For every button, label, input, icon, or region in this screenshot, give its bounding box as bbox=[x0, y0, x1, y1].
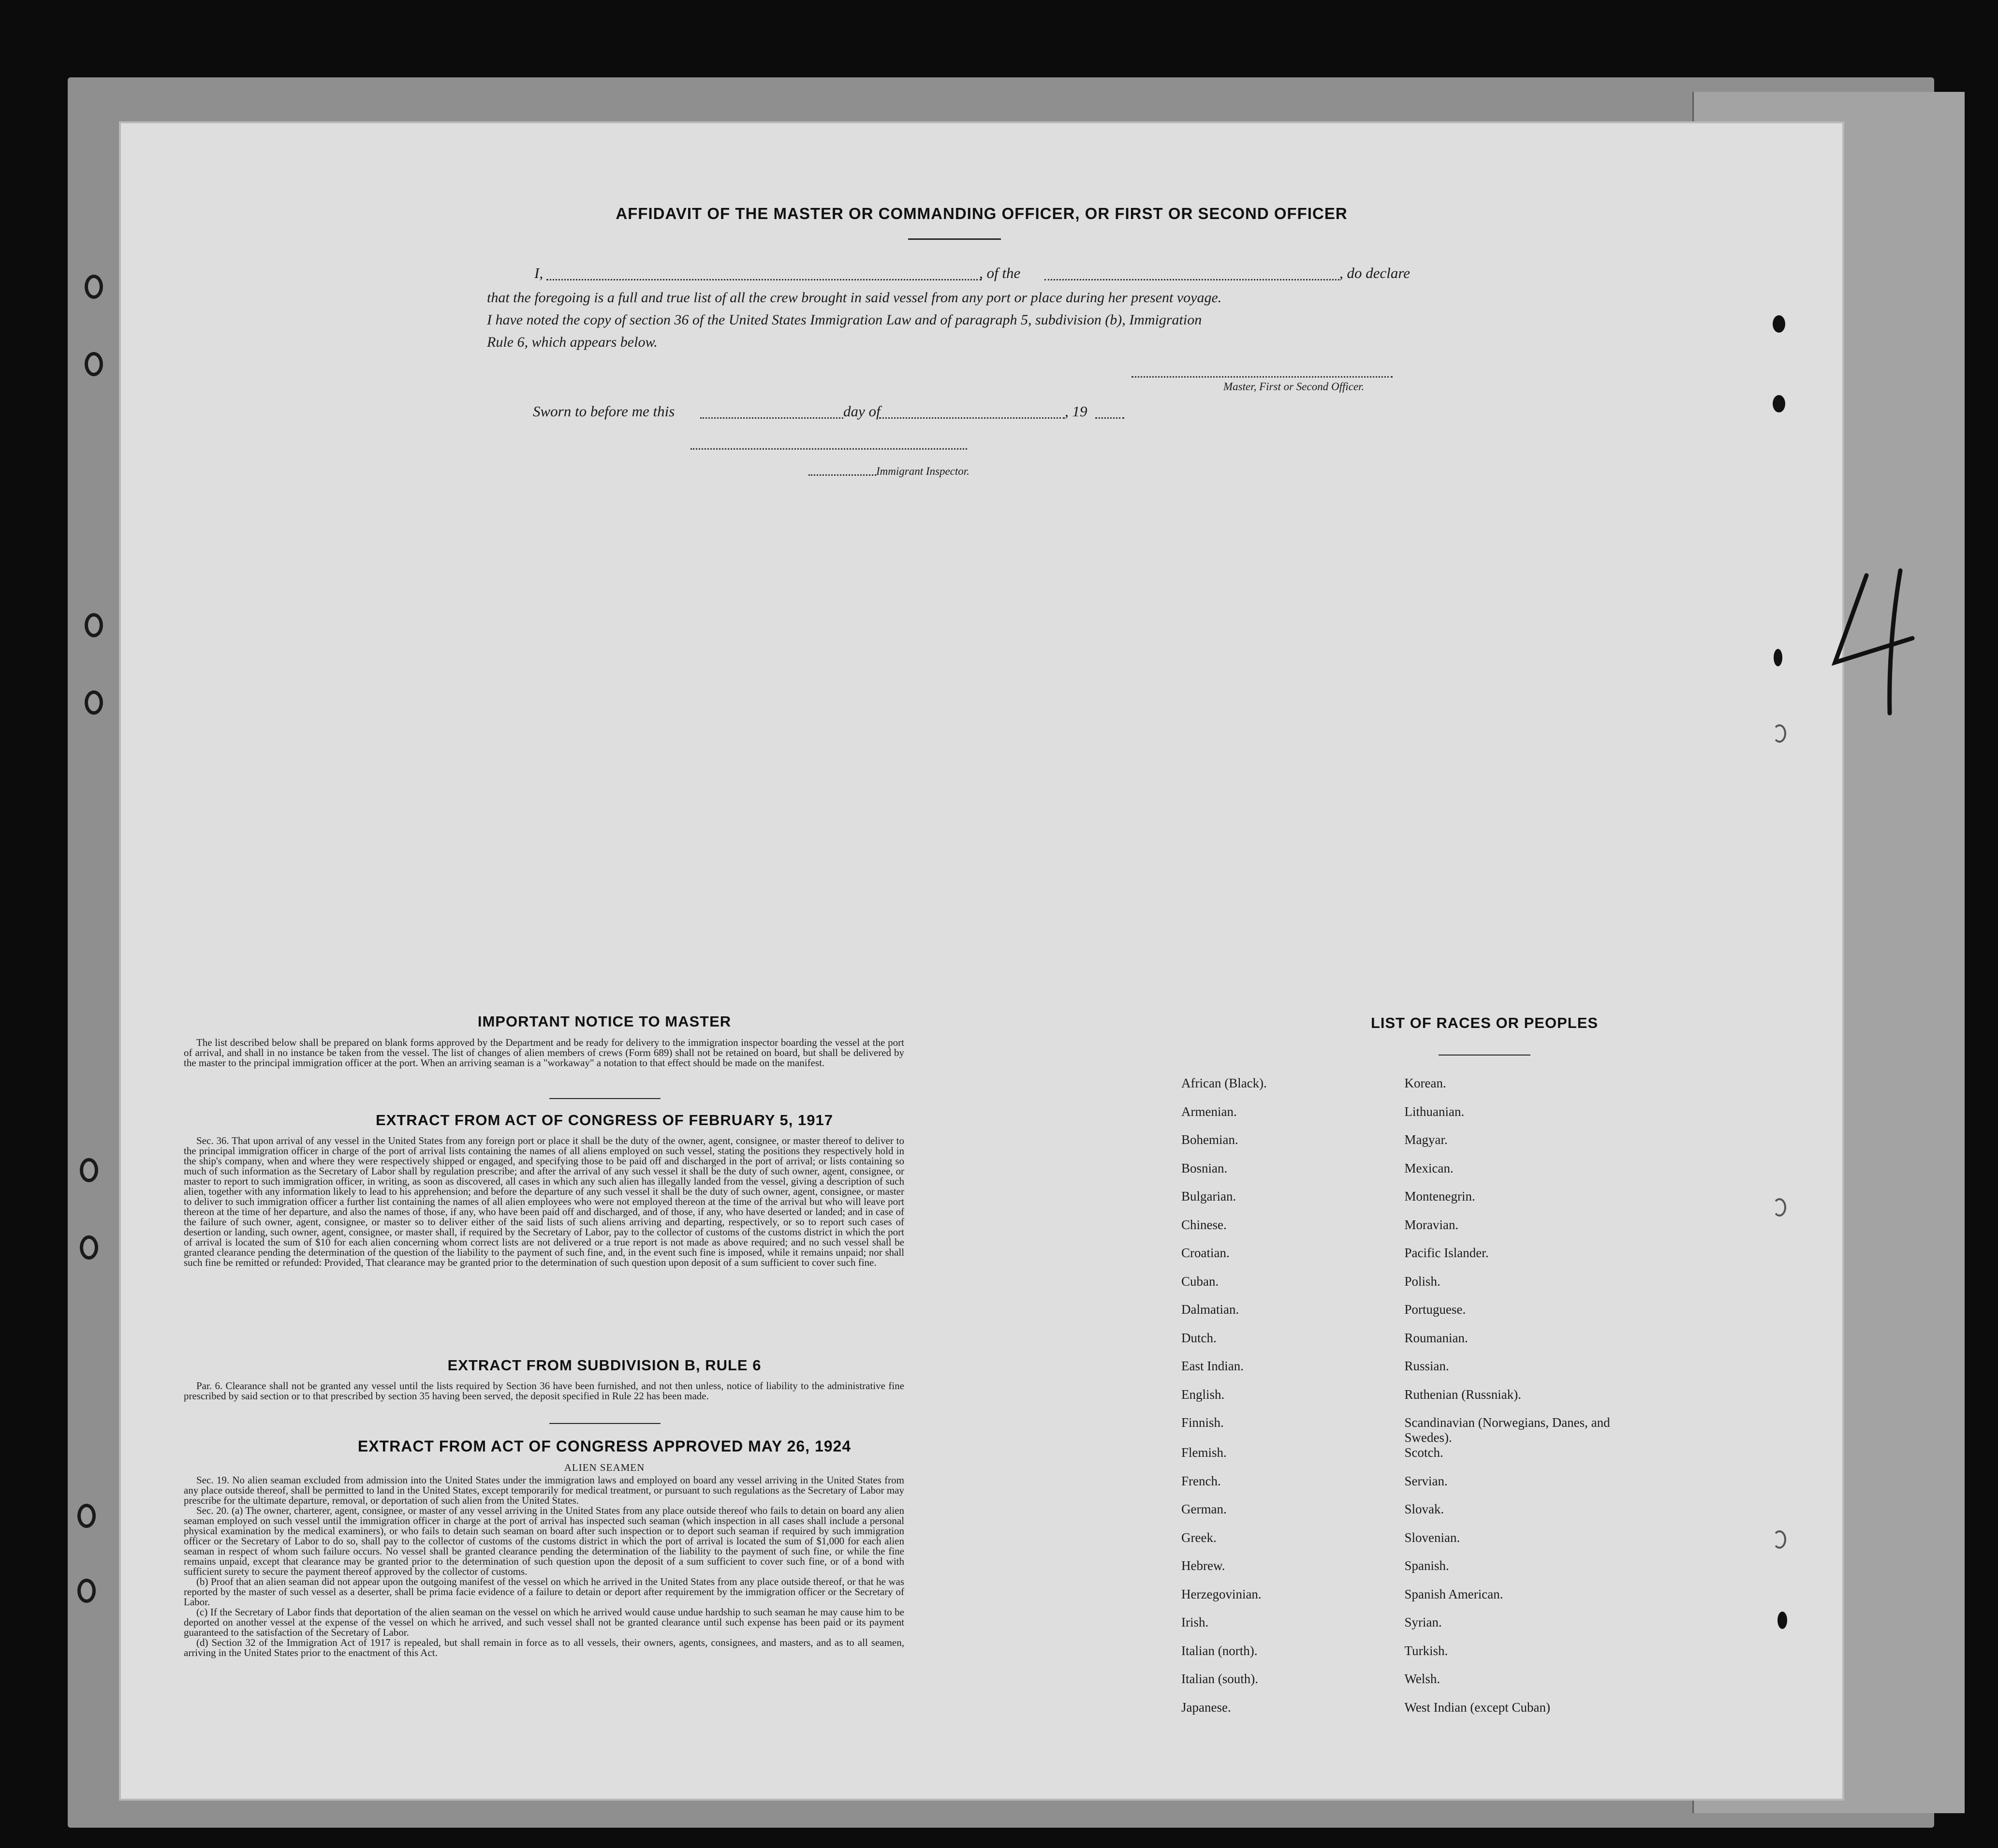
race-left: Armenian. bbox=[1181, 1104, 1237, 1119]
race-left: Croatian. bbox=[1181, 1246, 1230, 1260]
affidavit-declare-label: , do declare bbox=[1339, 264, 1410, 281]
sec-20c-paragraph: (c) If the Secretary of Labor finds that deportation of the alien seaman on the vessel on which he arrived would cause undue hardship to such seaman he may cause him to be deported on another vessel at the expense of the vessel on which he arrived, and such vessel shall not be granted clearance until such expense has been paid or its payment guaranteed to the satisfaction of the Secretary of Labor. bbox=[184, 1606, 904, 1638]
race-left: French. bbox=[1181, 1473, 1221, 1488]
rule6-paragraph: Par. 6. Clearance shall not be granted any vessel until the lists required by Section 36 have been furnished, and not then unless, notice of liability to the administrative fine prescribed by said section or to that prescribed by section 35 having been served, the deposit specified in Rule 22 has been made. bbox=[184, 1380, 904, 1402]
race-left: Japanese. bbox=[1181, 1700, 1231, 1715]
race-row bbox=[1181, 1302, 1616, 1331]
extract-1924-text bbox=[184, 1475, 904, 1658]
race-left: Greek. bbox=[1181, 1530, 1217, 1545]
race-right: Mexican. bbox=[1404, 1160, 1454, 1175]
binder-hole bbox=[77, 1504, 96, 1528]
binder-ring bbox=[1773, 724, 1786, 743]
race-right: Pacific Islander. bbox=[1404, 1246, 1489, 1260]
affidavit-line-3: I have noted the copy of section 36 of the United States Immigration Law and of paragraph 5, subdivision (b), Immigration bbox=[487, 312, 1202, 328]
affidavit-of-the-label: , of the bbox=[979, 264, 1021, 281]
sworn-month-blank[interactable] bbox=[879, 417, 1065, 419]
race-left: African (Black). bbox=[1181, 1076, 1267, 1090]
race-right: West Indian (except Cuban) bbox=[1404, 1700, 1551, 1715]
race-row bbox=[1181, 1615, 1616, 1643]
race-right: Spanish American. bbox=[1404, 1586, 1503, 1601]
race-left: Cuban. bbox=[1181, 1274, 1219, 1289]
race-row bbox=[1181, 1415, 1616, 1445]
sec-20a-paragraph: Sec. 20. (a) The owner, charterer, agent, consignee, or master of any vessel arriving in the United States from any place outside thereof who fails to detain on board any alien seaman employed on such vessel until the immigration officer in charge at the port of arrival has inspected such seaman (which inspection in all cases shall include a personal physical examination by the medical examiners), or who fails to detain such seaman on board after such inspection or to deport such seaman if required by such immigration officer or the Secretary of Labor to do so, shall pay to the collector of customs of the customs district in which the port of arrival is located the sum of $1,000 for each alien seaman in respect of whom such failure occurs. No vessel shall be granted clearance pending the determination of the liability to the payment of such fine, or while the fine remains unpaid, except that clearance may be granted prior to the determination of such question upon the deposit of a sum sufficient to cover such fine, or of a bond with sufficient surety to secure the payment thereof approved by the collector of customs. bbox=[184, 1505, 904, 1577]
binder-hole bbox=[85, 352, 103, 376]
race-left: Flemish. bbox=[1181, 1445, 1227, 1460]
notice-paragraph: The list described below shall be prepared on blank forms approved by the Department and be ready for delivery to the immigration inspector boarding the vessel at the port of arrival, and shall in no instance be taken from the vessel. The list of changes of alien members of crews (Form 689) shall not be retained on board, but shall be delivered by the master to the principal immigration officer at the port. When an arriving seaman is a "workaway" a notation to that effect should be made on the manifest. bbox=[184, 1037, 904, 1069]
inspector-prefix-dots bbox=[808, 474, 876, 476]
race-row bbox=[1181, 1445, 1616, 1474]
race-left: Bulgarian. bbox=[1181, 1189, 1236, 1203]
inspector-caption: Immigrant Inspector. bbox=[876, 465, 970, 477]
binder-dot bbox=[1774, 649, 1782, 666]
race-row bbox=[1181, 1132, 1616, 1161]
race-row bbox=[1181, 1558, 1616, 1587]
race-row bbox=[1181, 1359, 1616, 1387]
race-right: Turkish. bbox=[1404, 1643, 1448, 1658]
race-right: Syrian. bbox=[1404, 1615, 1442, 1629]
sworn-year-label: , 19 bbox=[1065, 403, 1087, 420]
inspector-signature-line[interactable] bbox=[690, 448, 967, 450]
race-row bbox=[1181, 1217, 1616, 1246]
race-right: Montenegrin. bbox=[1404, 1189, 1475, 1203]
extract-rule6-text bbox=[184, 1381, 904, 1401]
race-row bbox=[1181, 1502, 1616, 1530]
race-row bbox=[1181, 1246, 1616, 1274]
binder-hole bbox=[85, 690, 103, 715]
race-right: Slovak. bbox=[1404, 1502, 1444, 1516]
extract-1917-text bbox=[184, 1136, 904, 1268]
race-right: Ruthenian (Russniak). bbox=[1404, 1387, 1522, 1402]
race-left: Bohemian. bbox=[1181, 1132, 1238, 1147]
race-right: Servian. bbox=[1404, 1473, 1448, 1488]
race-left: East Indian. bbox=[1181, 1359, 1244, 1373]
binder-dot bbox=[1773, 395, 1785, 412]
race-row bbox=[1181, 1331, 1616, 1359]
vessel-blank[interactable] bbox=[1044, 279, 1339, 280]
race-row bbox=[1181, 1387, 1616, 1416]
race-left: Italian (north). bbox=[1181, 1643, 1258, 1658]
extract-1917-title: EXTRACT FROM ACT OF CONGRESS OF FEBRUARY 5, 1917 bbox=[376, 1112, 833, 1129]
extract-1924-title: EXTRACT FROM ACT OF CONGRESS APPROVED MAY 26, 1924 bbox=[357, 1437, 852, 1455]
affidavit-line-4: Rule 6, which appears below. bbox=[487, 334, 658, 350]
race-right: Portuguese. bbox=[1404, 1302, 1466, 1317]
race-row bbox=[1181, 1672, 1616, 1700]
races-title: LIST OF RACES OR PEOPLES bbox=[1370, 1014, 1599, 1031]
binder-ring bbox=[1773, 1198, 1786, 1217]
sworn-prefix: Sworn to before me this bbox=[533, 403, 675, 420]
race-left: Bosnian. bbox=[1181, 1160, 1228, 1175]
race-row bbox=[1181, 1474, 1616, 1502]
sec-20d-paragraph: (d) Section 32 of the Immigration Act of 1917 is repealed, but shall remain in force as to all vessels, their owners, agents, consignees, and masters, and as to all seamen, arriving in the United States prior to the enactment of this Act. bbox=[184, 1637, 904, 1658]
race-row bbox=[1181, 1643, 1616, 1672]
name-blank[interactable] bbox=[546, 279, 982, 280]
manifest-page bbox=[121, 123, 1842, 1799]
binder-hole bbox=[85, 613, 103, 637]
race-left: Dutch. bbox=[1181, 1330, 1217, 1345]
race-right: Roumanian. bbox=[1404, 1330, 1468, 1345]
master-signature-line[interactable] bbox=[1131, 376, 1393, 378]
race-row bbox=[1181, 1530, 1616, 1559]
binder-hole bbox=[80, 1158, 98, 1182]
race-right: Korean. bbox=[1404, 1076, 1446, 1090]
race-right: Polish. bbox=[1404, 1274, 1440, 1289]
binder-hole bbox=[80, 1235, 98, 1260]
race-right: Scotch. bbox=[1404, 1445, 1443, 1460]
race-right: Moravian. bbox=[1404, 1217, 1459, 1232]
race-left: English. bbox=[1181, 1387, 1225, 1402]
race-right: Welsh. bbox=[1404, 1672, 1440, 1686]
races-table bbox=[1181, 1076, 1616, 1728]
race-right: Magyar. bbox=[1404, 1132, 1448, 1147]
race-left: Dalmatian. bbox=[1181, 1302, 1239, 1317]
binder-ring bbox=[1773, 1530, 1786, 1549]
race-right: Scandinavian (Norwegians, Danes, and Swedes). bbox=[1404, 1415, 1610, 1445]
sworn-day-blank[interactable] bbox=[700, 417, 843, 419]
extract-rule6-title: EXTRACT FROM SUBDIVISION B, RULE 6 bbox=[447, 1357, 762, 1374]
race-left: Irish. bbox=[1181, 1615, 1209, 1629]
divider bbox=[908, 238, 1001, 240]
race-right: Spanish. bbox=[1404, 1558, 1449, 1573]
divider bbox=[549, 1098, 661, 1099]
notice-title: IMPORTANT NOTICE TO MASTER bbox=[477, 1013, 732, 1030]
race-row bbox=[1181, 1076, 1616, 1104]
affidavit-title: AFFIDAVIT OF THE MASTER OR COMMANDING OFFICER, OR FIRST OR SECOND OFFICER bbox=[616, 205, 1348, 222]
divider bbox=[549, 1423, 661, 1424]
race-left: German. bbox=[1181, 1502, 1227, 1516]
master-signature-caption: Master, First or Second Officer. bbox=[1223, 381, 1365, 393]
extract-1924-subtitle: ALIEN SEAMEN bbox=[564, 1462, 645, 1473]
race-row bbox=[1181, 1274, 1616, 1303]
race-left: Chinese. bbox=[1181, 1217, 1227, 1232]
section-36-paragraph: Sec. 36. That upon arrival of any vessel in the United States from any foreign port or place it shall be the duty of the owner, agent, consignee, or master thereof to deliver to the principal immigration officer in charge of the port of arrival lists containing the names of all aliens employed on such vessel, stating the positions they respectively hold in the ship's company, when and where they were respectively shipped or engaged, and specifying those to be paid off and discharged in the port of arrival; or lists containing so much of such information as the Secretary of Labor shall by regulation prescribe; and after the arrival of any such vessel it shall be the duty of such owner, agent, consignee, or master to report to such immigration officer, in writing, as soon as discovered, all cases in which any such alien has illegally landed from the vessel, giving a description of such alien, together with any information likely to lead to his apprehension; and before the departure of any such vessel it shall be the duty of such owner, agent, consignee, or master to deliver to such immigration officer a further list containing the names of all alien employees who were not employed thereon at the time of the arrival but who will leave port thereon at the time of her departure, and also the names of those, if any, who have been paid off and discharged, and of those, if any, who have deserted or landed; and in case of the failure of such owner, agent, consignee, or master so to deliver either of the said lists of such aliens arriving and departing, respectively, or so to report such cases of desertion or landing, such owner, agent, consignee, or master shall, if required by the Secretary of Labor, pay to the collector of customs of the customs district in which the port of arrival is located the sum of $10 for each alien concerning whom correct lists are not delivered or a true report is not made as above required; and no such vessel shall be granted clearance pending the determination of the question of the liability to the payment of such fine, and, in the event such fine is imposed, while it remains unpaid; nor shall such fine be remitted or refunded: Provided, That clearance may be granted prior to the determination of such question upon deposit of a sum sufficient to cover such fine. bbox=[184, 1135, 904, 1268]
race-right: Lithuanian. bbox=[1404, 1104, 1465, 1119]
divider bbox=[1439, 1055, 1530, 1056]
race-left: Herzegovinian. bbox=[1181, 1586, 1262, 1601]
race-right: Russian. bbox=[1404, 1359, 1449, 1373]
binder-dot bbox=[1773, 315, 1785, 333]
sec-20b-paragraph: (b) Proof that an alien seaman did not appear upon the outgoing manifest of the vessel on which he arrived in the United States from any place outside thereof, or that he was reported by the master of such vessel as a deserter, shall be prima facie evidence of a failure to detain or deport after requirement by the immigration officer or the Secretary of Labor. bbox=[184, 1576, 904, 1608]
handwritten-page-number bbox=[1828, 566, 1920, 720]
race-row bbox=[1181, 1700, 1616, 1729]
race-left: Finnish. bbox=[1181, 1415, 1224, 1430]
binder-hole bbox=[85, 275, 103, 299]
affidavit-i-label: I, bbox=[534, 264, 544, 281]
race-left: Hebrew. bbox=[1181, 1558, 1225, 1573]
race-row bbox=[1181, 1189, 1616, 1217]
affidavit-line-2: that the foregoing is a full and true list of all the crew brought in said vessel from any port or place during her present voyage. bbox=[487, 290, 1222, 306]
sec-19-paragraph: Sec. 19. No alien seaman excluded from admission into the United States under the immigration laws and employed on board any vessel arriving in the United States from any place outside thereof, shall be permitted to land in the United States, except temporarily for medical treatment, or pursuant to such regulations as the Secretary of Labor may prescribe for the ultimate departure, removal, or deportation of such alien from the United States. bbox=[184, 1474, 904, 1506]
race-row bbox=[1181, 1104, 1616, 1133]
race-row bbox=[1181, 1161, 1616, 1189]
race-row bbox=[1181, 1587, 1616, 1615]
notice-text bbox=[184, 1038, 904, 1068]
binder-hole bbox=[77, 1579, 96, 1603]
sworn-year-blank[interactable] bbox=[1095, 417, 1124, 419]
race-left: Italian (south). bbox=[1181, 1672, 1258, 1686]
race-right: Slovenian. bbox=[1404, 1530, 1460, 1545]
binder-dot bbox=[1778, 1612, 1787, 1629]
sworn-day-of: day of bbox=[843, 403, 881, 420]
